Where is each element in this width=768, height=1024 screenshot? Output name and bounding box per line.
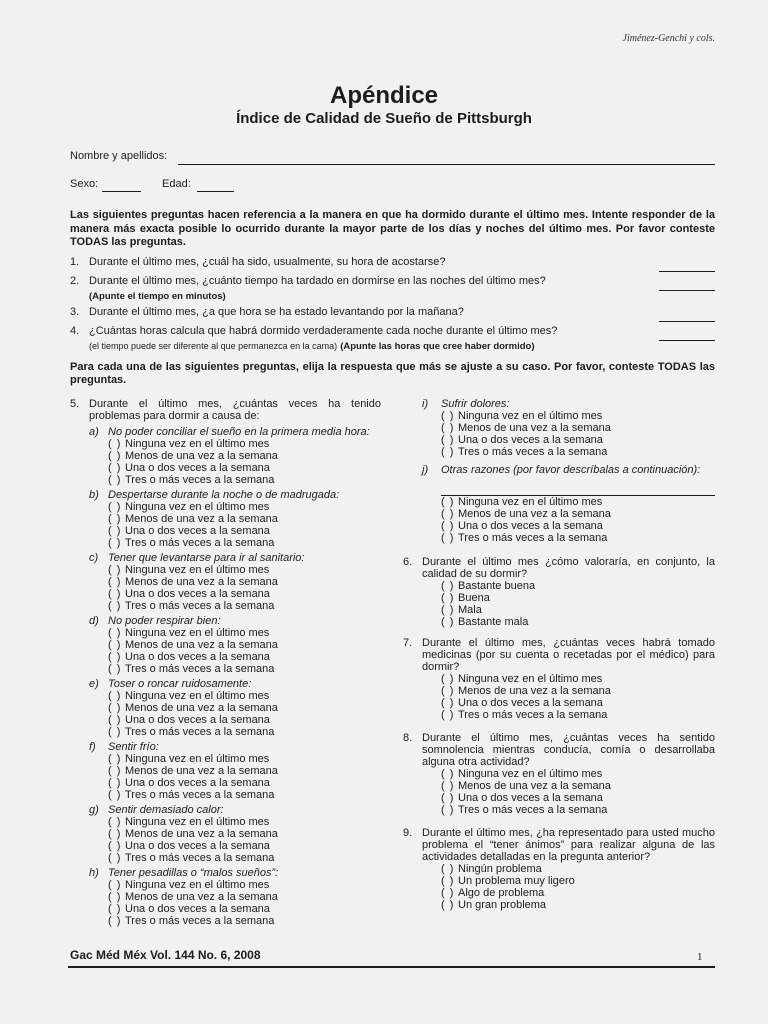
intro-instructions: Las siguientes preguntas hacen referencia a la manera en que ha dormido durante el último mes. Intente responder de la manera más exacta posible lo ocurrido durante la mayor parte de los días y noches del último mes. Por favor conteste TODAS las preguntas.	[70, 209, 715, 248]
question-text: Durante el último mes, ¿cuántas veces habrá tomado medicinas (por su cuenta o recetadas por el médico) para dormir?	[422, 637, 715, 673]
name-answer-line	[178, 164, 715, 165]
checkbox-mark: ( )	[108, 663, 121, 675]
answer-option	[441, 532, 715, 544]
answer-option	[108, 627, 381, 639]
option-list	[441, 863, 715, 911]
answer-option	[108, 651, 381, 663]
answer-option	[441, 580, 715, 592]
answer-line	[659, 271, 715, 272]
questionnaire-title: Índice de Calidad de Sueño de Pittsburgh	[236, 110, 532, 127]
answer-option	[441, 520, 715, 532]
answer-option	[441, 780, 715, 792]
checkbox-mark: ( )	[108, 450, 121, 462]
answer-option	[441, 899, 715, 911]
answer-option	[441, 434, 715, 446]
option-label: Mala	[458, 604, 482, 616]
answer-option	[441, 875, 715, 887]
checkbox-mark: ( )	[108, 852, 121, 864]
sub-question-text: Sentir demasiado calor:	[108, 804, 224, 816]
sub-question	[70, 804, 381, 864]
answer-option	[441, 446, 715, 458]
option-label: Ninguna vez en el último mes	[125, 816, 270, 828]
option-label: Ningún problema	[458, 863, 542, 875]
sub-question-letter: h)	[89, 867, 99, 879]
sub-question-text: Otras razones (por favor descríbalas a continuación):	[441, 464, 701, 476]
option-label: Una o dos veces a la semana	[458, 792, 603, 804]
sub-question-text: Sentir frío:	[108, 741, 159, 753]
checkbox-mark: ( )	[108, 564, 121, 576]
question-note-text: (el tiempo puede ser diferente al que permanezca en la cama)	[89, 341, 338, 351]
answer-option	[108, 726, 381, 738]
option-label: Ninguna vez en el último mes	[125, 690, 270, 702]
option-label: Menos de una vez a la semana	[125, 513, 278, 525]
question-number: 8.	[403, 732, 413, 744]
option-label: Una o dos veces a la semana	[125, 714, 270, 726]
sub-question-text: Sufrir dolores:	[441, 398, 510, 410]
option-label: Menos de una vez a la semana	[125, 702, 278, 714]
checkbox-mark: ( )	[441, 863, 454, 875]
option-list	[108, 879, 381, 927]
option-label: Ninguna vez en el último mes	[458, 496, 603, 508]
answer-option	[441, 887, 715, 899]
answer-option	[441, 496, 715, 508]
question-note-bold: (Apunte el tiempo en minutos)	[89, 291, 226, 302]
checkbox-mark: ( )	[108, 891, 121, 903]
answer-option	[441, 592, 715, 604]
option-label: Algo de problema	[458, 887, 545, 899]
sub-question-heading	[70, 867, 381, 879]
sub-question	[70, 678, 381, 738]
option-list	[441, 410, 715, 458]
question-number: 7.	[403, 637, 413, 649]
age-answer-line	[197, 191, 234, 192]
option-label: Tres o más veces a la semana	[125, 726, 275, 738]
question-number: 9.	[403, 827, 413, 839]
option-label: Una o dos veces a la semana	[125, 462, 270, 474]
sub-question-text: No poder respirar bien:	[108, 615, 221, 627]
checkbox-mark: ( )	[441, 616, 454, 628]
answer-option	[108, 501, 381, 513]
checkbox-mark: ( )	[108, 501, 121, 513]
question-text: Durante el último mes, ¿cuánto tiempo ha tardado en dormirse en las noches del último mes?	[89, 275, 546, 287]
checkbox-mark: ( )	[108, 777, 121, 789]
sub-question-letter: b)	[89, 489, 99, 501]
answer-option	[108, 879, 381, 891]
checkbox-mark: ( )	[108, 438, 121, 450]
checkbox-mark: ( )	[441, 446, 454, 458]
write-in-line	[441, 476, 715, 496]
appendix-title: Apéndice	[329, 82, 439, 109]
answer-option	[441, 685, 715, 697]
option-label: Tres o más veces a la semana	[125, 474, 275, 486]
answer-option	[108, 474, 381, 486]
answer-option	[108, 903, 381, 915]
question-text: Durante el último mes, ¿cuántas veces ha tenido problemas para dormir a causa de:	[89, 398, 381, 422]
option-label: Tres o más veces a la semana	[125, 789, 275, 801]
question-note-bold: (Apunte las horas que cree haber dormido)	[340, 341, 535, 352]
option-label: Una o dos veces a la semana	[458, 434, 603, 446]
open-question	[70, 275, 715, 303]
answer-option	[108, 564, 381, 576]
multiple-choice-instructions: Para cada una de las siguientes preguntas, elija la respuesta que más se ajuste a su caso. Por favor, conteste TODAS las preguntas.	[70, 361, 715, 386]
checkbox-mark: ( )	[441, 899, 454, 911]
option-label: Menos de una vez a la semana	[458, 508, 611, 520]
option-label: Ninguna vez en el último mes	[125, 438, 270, 450]
checkbox-mark: ( )	[441, 887, 454, 899]
option-label: Tres o más veces a la semana	[125, 537, 275, 549]
answer-option	[441, 804, 715, 816]
checkbox-mark: ( )	[108, 915, 121, 927]
checkbox-mark: ( )	[108, 576, 121, 588]
option-label: Menos de una vez a la semana	[458, 780, 611, 792]
option-label: Tres o más veces a la semana	[458, 804, 608, 816]
question-text: Durante el último mes, ¿ha representado para usted mucho problema el “tener ánimos” para realizar alguna de las actividades detalladas en la pregunta anterior?	[422, 827, 715, 863]
checkbox-mark: ( )	[441, 768, 454, 780]
option-label: Tres o más veces a la semana	[125, 600, 275, 612]
option-label: Ninguna vez en el último mes	[125, 627, 270, 639]
option-label: Una o dos veces a la semana	[125, 903, 270, 915]
checkbox-mark: ( )	[108, 525, 121, 537]
answer-option	[441, 422, 715, 434]
checkbox-mark: ( )	[108, 789, 121, 801]
option-label: Tres o más veces a la semana	[458, 446, 608, 458]
answer-option	[441, 697, 715, 709]
option-label: Menos de una vez a la semana	[125, 576, 278, 588]
sub-question-letter: d)	[89, 615, 99, 627]
answer-option	[108, 462, 381, 474]
answer-option	[108, 852, 381, 864]
option-label: Menos de una vez a la semana	[125, 639, 278, 651]
answer-option	[441, 792, 715, 804]
option-label: Buena	[458, 592, 490, 604]
option-label: Menos de una vez a la semana	[458, 422, 611, 434]
checkbox-mark: ( )	[441, 780, 454, 792]
question-7	[403, 637, 715, 721]
checkbox-mark: ( )	[108, 537, 121, 549]
option-label: Ninguna vez en el último mes	[458, 768, 603, 780]
sex-label: Sexo:	[70, 178, 99, 190]
open-question	[70, 325, 715, 353]
option-label: Una o dos veces a la semana	[125, 777, 270, 789]
answer-option	[108, 840, 381, 852]
sub-question	[403, 398, 715, 458]
question-9	[403, 827, 715, 911]
checkbox-mark: ( )	[441, 709, 454, 721]
checkbox-mark: ( )	[108, 639, 121, 651]
answer-option	[441, 508, 715, 520]
checkbox-mark: ( )	[441, 685, 454, 697]
option-label: Un gran problema	[458, 899, 547, 911]
question-8	[403, 732, 715, 816]
option-label: Una o dos veces a la semana	[458, 697, 603, 709]
question-number: 4.	[70, 325, 80, 337]
question-text: Durante el último mes ¿cómo valoraría, en conjunto, la calidad de su dormir?	[422, 556, 715, 580]
sub-question	[403, 464, 715, 544]
option-label: Una o dos veces a la semana	[458, 520, 603, 532]
checkbox-mark: ( )	[441, 592, 454, 604]
option-label: Bastante buena	[458, 580, 536, 592]
journal-citation: Gac Méd Méx Vol. 144 No. 6, 2008	[70, 948, 261, 962]
sub-question-letter: j)	[422, 464, 429, 476]
checkbox-mark: ( )	[108, 840, 121, 852]
checkbox-mark: ( )	[108, 651, 121, 663]
answer-option	[108, 690, 381, 702]
checkbox-mark: ( )	[108, 627, 121, 639]
option-label: Ninguna vez en el último mes	[458, 410, 603, 422]
option-label: Menos de una vez a la semana	[125, 828, 278, 840]
checkbox-mark: ( )	[441, 792, 454, 804]
sub-question-letter: f)	[89, 741, 96, 753]
option-label: Bastante mala	[458, 616, 529, 628]
sub-question-text: Tener que levantarse para ir al sanitario:	[108, 552, 305, 564]
checkbox-mark: ( )	[108, 588, 121, 600]
option-list	[441, 496, 715, 544]
checkbox-mark: ( )	[108, 765, 121, 777]
column-left	[70, 398, 381, 927]
option-label: Tres o más veces a la semana	[125, 852, 275, 864]
checkbox-mark: ( )	[108, 753, 121, 765]
question-text: Durante el último mes, ¿cuál ha sido, usualmente, su hora de acostarse?	[89, 256, 446, 268]
answer-line	[659, 340, 715, 341]
checkbox-mark: ( )	[441, 580, 454, 592]
option-list	[108, 501, 381, 549]
option-label: Tres o más veces a la semana	[458, 709, 608, 721]
answer-option	[108, 513, 381, 525]
option-label: Tres o más veces a la semana	[125, 915, 275, 927]
option-label: Ninguna vez en el último mes	[125, 753, 270, 765]
question-text: Durante el último mes, ¿a que hora se ha estado levantando por la mañana?	[89, 306, 464, 318]
sub-question-heading	[70, 615, 381, 627]
checkbox-mark: ( )	[108, 879, 121, 891]
checkbox-mark: ( )	[441, 673, 454, 685]
checkbox-mark: ( )	[108, 726, 121, 738]
answer-option	[108, 789, 381, 801]
answer-option	[441, 768, 715, 780]
sex-answer-line	[102, 191, 141, 192]
running-head: Jiménez-Genchi y cols.	[622, 33, 715, 44]
footer-rule	[68, 966, 715, 968]
sub-question-text: No poder conciliar el sueño en la primera media hora:	[108, 426, 370, 438]
option-label: Un problema muy ligero	[458, 875, 575, 887]
sub-question-letter: i)	[422, 398, 429, 410]
answer-option	[108, 828, 381, 840]
sub-question	[70, 489, 381, 549]
option-label: Tres o más veces a la semana	[125, 663, 275, 675]
sub-question-text: Toser o roncar ruidosamente:	[108, 678, 252, 690]
answer-option	[108, 915, 381, 927]
option-label: Ninguna vez en el último mes	[125, 879, 270, 891]
answer-option	[108, 537, 381, 549]
checkbox-mark: ( )	[108, 690, 121, 702]
checkbox-mark: ( )	[441, 804, 454, 816]
option-list	[441, 580, 715, 628]
answer-option	[108, 702, 381, 714]
option-label: Tres o más veces a la semana	[458, 532, 608, 544]
answer-option	[441, 604, 715, 616]
answer-option	[108, 753, 381, 765]
option-list	[108, 690, 381, 738]
answer-option	[441, 863, 715, 875]
option-label: Ninguna vez en el último mes	[458, 673, 603, 685]
option-list	[108, 564, 381, 612]
question-number: 6.	[403, 556, 413, 568]
checkbox-mark: ( )	[108, 903, 121, 915]
question-text: ¿Cuántas horas calcula que habrá dormido verdaderamente cada noche durante el último mes?	[89, 325, 558, 337]
option-label: Una o dos veces a la semana	[125, 525, 270, 537]
answer-option	[441, 616, 715, 628]
column-right	[403, 398, 715, 918]
question-number: 3.	[70, 306, 80, 318]
checkbox-mark: ( )	[108, 513, 121, 525]
question-note	[89, 340, 534, 353]
answer-line	[659, 290, 715, 291]
answer-option	[108, 891, 381, 903]
checkbox-mark: ( )	[108, 816, 121, 828]
checkbox-mark: ( )	[441, 410, 454, 422]
answer-option	[441, 410, 715, 422]
option-label: Menos de una vez a la semana	[125, 765, 278, 777]
answer-option	[108, 525, 381, 537]
sub-question	[70, 615, 381, 675]
sub-question-letter: a)	[89, 426, 99, 438]
age-label: Edad:	[162, 178, 191, 190]
answer-option	[108, 816, 381, 828]
sub-question-heading	[70, 489, 381, 501]
checkbox-mark: ( )	[441, 520, 454, 532]
sub-question-letter: g)	[89, 804, 99, 816]
answer-option	[108, 588, 381, 600]
question-6	[403, 556, 715, 628]
sub-question-heading	[70, 804, 381, 816]
answer-option	[441, 709, 715, 721]
checkbox-mark: ( )	[108, 474, 121, 486]
sub-question	[70, 552, 381, 612]
name-label: Nombre y apellidos:	[70, 150, 168, 162]
option-label: Menos de una vez a la semana	[125, 891, 278, 903]
sub-question	[70, 867, 381, 927]
option-label: Menos de una vez a la semana	[125, 450, 278, 462]
answer-line	[659, 321, 715, 322]
sub-question-heading	[70, 741, 381, 753]
option-label: Una o dos veces a la semana	[125, 651, 270, 663]
checkbox-mark: ( )	[441, 496, 454, 508]
checkbox-mark: ( )	[441, 422, 454, 434]
checkbox-mark: ( )	[108, 702, 121, 714]
sub-question-heading	[70, 426, 381, 438]
question-note	[89, 290, 226, 303]
sub-question-heading	[70, 678, 381, 690]
checkbox-mark: ( )	[441, 508, 454, 520]
question-5	[70, 398, 381, 422]
checkbox-mark: ( )	[108, 462, 121, 474]
option-list	[108, 816, 381, 864]
answer-option	[108, 576, 381, 588]
sub-question-letter: c)	[89, 552, 99, 564]
question-text: Durante el último mes, ¿cuántas veces ha sentido somnolencia mientras conducía, comía o desarrollaba alguna otra actividad?	[422, 732, 715, 768]
option-list	[441, 673, 715, 721]
checkbox-mark: ( )	[108, 828, 121, 840]
checkbox-mark: ( )	[441, 604, 454, 616]
answer-option	[108, 777, 381, 789]
checkbox-mark: ( )	[441, 434, 454, 446]
checkbox-mark: ( )	[108, 714, 121, 726]
answer-option	[441, 673, 715, 685]
sub-question-heading	[70, 552, 381, 564]
answer-option	[108, 714, 381, 726]
checkbox-mark: ( )	[108, 600, 121, 612]
answer-option	[108, 663, 381, 675]
answer-option	[108, 600, 381, 612]
option-label: Una o dos veces a la semana	[125, 588, 270, 600]
answer-option	[108, 765, 381, 777]
answer-option	[108, 438, 381, 450]
checkbox-mark: ( )	[441, 875, 454, 887]
question-number: 2.	[70, 275, 80, 287]
option-list	[108, 753, 381, 801]
option-label: Ninguna vez en el último mes	[125, 501, 270, 513]
option-label: Ninguna vez en el último mes	[125, 564, 270, 576]
option-list	[108, 438, 381, 486]
question-number: 1.	[70, 256, 80, 268]
option-label: Menos de una vez a la semana	[458, 685, 611, 697]
checkbox-mark: ( )	[441, 532, 454, 544]
sub-question-letter: e)	[89, 678, 99, 690]
sub-question-text: Despertarse durante la noche o de madrugada:	[108, 489, 340, 501]
answer-option	[108, 450, 381, 462]
option-list	[108, 627, 381, 675]
option-label: Una o dos veces a la semana	[125, 840, 270, 852]
option-list	[441, 768, 715, 816]
sub-question-heading	[403, 398, 715, 410]
page-number: 1	[697, 951, 703, 963]
sub-question	[70, 426, 381, 486]
sub-question	[70, 741, 381, 801]
sub-question-text: Tener pesadillas o “malos sueños”:	[108, 867, 279, 879]
checkbox-mark: ( )	[441, 697, 454, 709]
question-number: 5.	[70, 398, 80, 410]
answer-option	[108, 639, 381, 651]
sub-question-heading	[403, 464, 715, 476]
